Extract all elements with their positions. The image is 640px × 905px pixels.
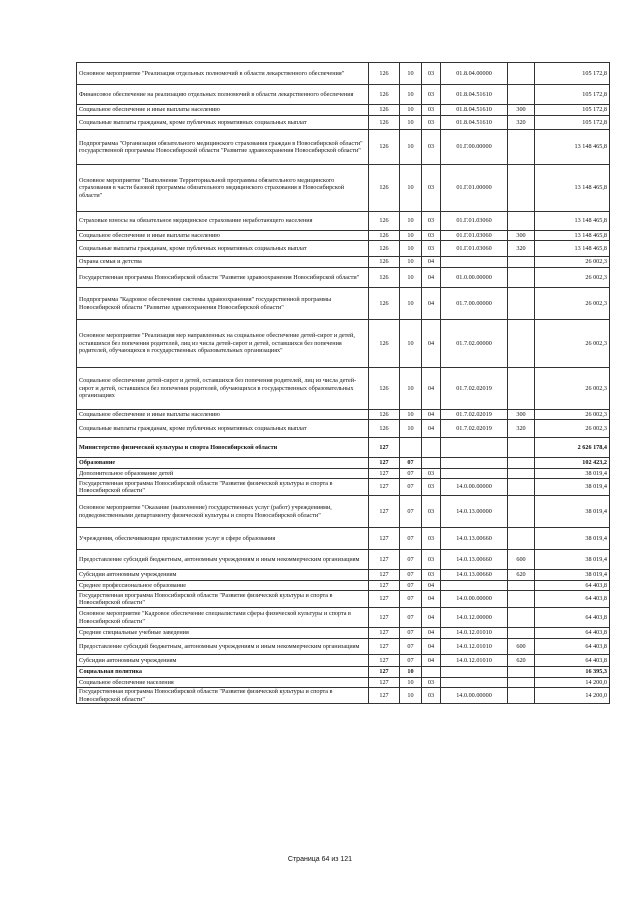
cell-rz: 07 — [400, 639, 422, 655]
cell-csr: 01.Г.00.00000 — [441, 130, 508, 165]
cell-vr: 620 — [508, 570, 535, 581]
cell-rz: 10 — [400, 410, 422, 420]
table-row — [77, 628, 610, 639]
cell-vr — [508, 628, 535, 639]
cell-ved: 126 — [369, 63, 400, 85]
cell-pr: 03 — [422, 570, 441, 581]
table-row — [77, 105, 610, 116]
table-row — [77, 608, 610, 628]
cell-vr — [508, 667, 535, 678]
cell-vr — [508, 63, 535, 85]
table-row — [77, 420, 610, 438]
cell-csr: 14.0.13.00660 — [441, 550, 508, 570]
cell-csr: 01.Г.01.03060 — [441, 231, 508, 241]
cell-rz: 10 — [400, 85, 422, 105]
cell-sum: 16 395,3 — [535, 667, 610, 678]
cell-rz: 07 — [400, 628, 422, 639]
cell-pr: 04 — [422, 639, 441, 655]
cell-pr: 03 — [422, 688, 441, 704]
cell-csr — [441, 458, 508, 469]
cell-rz — [400, 438, 422, 458]
cell-vr — [508, 608, 535, 628]
cell-vr — [508, 469, 535, 479]
cell-ved: 126 — [369, 130, 400, 165]
cell-rz: 07 — [400, 550, 422, 570]
cell-pr: 04 — [422, 410, 441, 420]
cell-name: Образование — [77, 458, 369, 469]
cell-pr: 04 — [422, 420, 441, 438]
cell-sum: 26 002,3 — [535, 420, 610, 438]
table-row — [77, 288, 610, 320]
cell-ved: 126 — [369, 268, 400, 288]
cell-csr: 01.7.02.02019 — [441, 368, 508, 410]
cell-pr: 03 — [422, 496, 441, 528]
table-row — [77, 268, 610, 288]
cell-pr — [422, 667, 441, 678]
cell-name: Государственная программа Новосибирской области "Развитие здравоохранения Новосибирской области" — [77, 268, 369, 288]
cell-name: Социальное обеспечение и иные выплаты населению — [77, 231, 369, 241]
cell-sum: 14 200,0 — [535, 678, 610, 688]
cell-name: Основное мероприятие "Кадровое обеспечение специалистами сферы физической культуры и спорта в Новосибирской области" — [77, 608, 369, 628]
cell-pr: 03 — [422, 528, 441, 550]
cell-rz: 07 — [400, 458, 422, 469]
cell-ved: 126 — [369, 241, 400, 257]
cell-rz: 10 — [400, 231, 422, 241]
cell-vr — [508, 528, 535, 550]
cell-pr: 03 — [422, 241, 441, 257]
cell-sum: 64 403,8 — [535, 591, 610, 608]
cell-vr — [508, 438, 535, 458]
cell-pr: 03 — [422, 231, 441, 241]
cell-sum: 26 002,3 — [535, 368, 610, 410]
table-row — [77, 231, 610, 241]
cell-ved: 126 — [369, 231, 400, 241]
cell-csr: 14.0.13.00000 — [441, 496, 508, 528]
cell-pr: 04 — [422, 320, 441, 368]
cell-ved: 126 — [369, 105, 400, 116]
cell-rz: 10 — [400, 212, 422, 231]
table-row — [77, 528, 610, 550]
table-row — [77, 116, 610, 130]
cell-csr: 01.7.02.02019 — [441, 420, 508, 438]
cell-csr — [441, 257, 508, 268]
cell-csr: 14.0.12.00000 — [441, 608, 508, 628]
table-row — [77, 591, 610, 608]
cell-vr — [508, 678, 535, 688]
table-row — [77, 655, 610, 667]
cell-vr — [508, 320, 535, 368]
cell-vr — [508, 212, 535, 231]
cell-csr: 01.0.00.00000 — [441, 268, 508, 288]
cell-csr: 01.7.02.02019 — [441, 410, 508, 420]
cell-name: Основное мероприятие "Реализация мер направленных на социальное обеспечение детей-сирот и детей, оставшихся без попечения родителей, лиц из числа детей-сирот и детей, оставшихся без попечения родителей, обучающихся в государственных образовательных организациях" — [77, 320, 369, 368]
cell-vr — [508, 165, 535, 212]
cell-ved: 127 — [369, 469, 400, 479]
cell-rz: 07 — [400, 496, 422, 528]
cell-sum: 38 019,4 — [535, 496, 610, 528]
cell-pr: 03 — [422, 212, 441, 231]
cell-pr — [422, 438, 441, 458]
cell-csr: 14.0.12.01010 — [441, 628, 508, 639]
cell-rz: 10 — [400, 268, 422, 288]
cell-name: Государственная программа Новосибирской области "Развитие физической культуры и спорта в Новосибирской области" — [77, 479, 369, 496]
cell-sum: 14 200,0 — [535, 688, 610, 704]
cell-rz: 07 — [400, 479, 422, 496]
table-row — [77, 496, 610, 528]
cell-sum: 26 002,3 — [535, 320, 610, 368]
cell-sum: 102 423,2 — [535, 458, 610, 469]
cell-name: Субсидии автономным учреждениям — [77, 570, 369, 581]
cell-vr — [508, 479, 535, 496]
cell-vr: 300 — [508, 231, 535, 241]
cell-ved: 127 — [369, 550, 400, 570]
cell-sum: 26 002,3 — [535, 410, 610, 420]
cell-vr: 300 — [508, 410, 535, 420]
cell-name: Подпрограмма "Кадровое обеспечение системы здравоохранения" государственной программы Новосибирской области "Развитие здравоохранения Новосибирской области" — [77, 288, 369, 320]
cell-pr: 03 — [422, 550, 441, 570]
cell-rz: 10 — [400, 667, 422, 678]
cell-pr: 04 — [422, 608, 441, 628]
cell-name: Субсидии автономным учреждениям — [77, 655, 369, 667]
cell-ved: 126 — [369, 288, 400, 320]
cell-name: Социальные выплаты гражданам, кроме публичных нормативных социальных выплат — [77, 420, 369, 438]
cell-csr: 14.0.00.00000 — [441, 591, 508, 608]
table-row — [77, 241, 610, 257]
cell-name: Основное мероприятие "Реализация отдельных полномочий в области лекарственного обеспечения" — [77, 63, 369, 85]
cell-ved: 127 — [369, 608, 400, 628]
cell-vr — [508, 458, 535, 469]
cell-pr: 03 — [422, 63, 441, 85]
cell-rz: 10 — [400, 241, 422, 257]
cell-sum: 13 148 465,8 — [535, 241, 610, 257]
budget-table — [76, 62, 610, 704]
table-row — [77, 678, 610, 688]
cell-pr — [422, 458, 441, 469]
cell-sum: 105 172,8 — [535, 105, 610, 116]
cell-sum: 64 403,8 — [535, 608, 610, 628]
cell-name: Социальная политика — [77, 667, 369, 678]
cell-sum: 64 403,8 — [535, 639, 610, 655]
cell-csr: 14.0.00.00000 — [441, 479, 508, 496]
cell-sum: 26 002,3 — [535, 268, 610, 288]
cell-csr — [441, 678, 508, 688]
cell-sum: 2 626 178,4 — [535, 438, 610, 458]
cell-sum: 38 019,4 — [535, 528, 610, 550]
cell-name: Социальное обеспечение населения — [77, 678, 369, 688]
table-row — [77, 165, 610, 212]
cell-rz: 10 — [400, 257, 422, 268]
cell-vr — [508, 130, 535, 165]
cell-name: Дополнительное образование детей — [77, 469, 369, 479]
cell-rz: 07 — [400, 469, 422, 479]
cell-vr — [508, 688, 535, 704]
cell-rz: 10 — [400, 288, 422, 320]
table-row — [77, 479, 610, 496]
cell-name: Социальное обеспечение детей-сирот и детей, оставшихся без попечения родителей, лиц из числа детей-сирот и детей, оставшихся без попечения родителей, обучающихся в государственных образовательных организациях — [77, 368, 369, 410]
cell-vr: 300 — [508, 105, 535, 116]
cell-ved: 126 — [369, 212, 400, 231]
cell-sum: 13 148 465,8 — [535, 212, 610, 231]
cell-pr: 03 — [422, 165, 441, 212]
cell-sum: 64 403,8 — [535, 655, 610, 667]
cell-ved: 127 — [369, 628, 400, 639]
cell-name: Финансовое обеспечение на реализацию отдельных полномочий в области лекарственного обеспечения — [77, 85, 369, 105]
cell-sum: 38 019,4 — [535, 550, 610, 570]
cell-csr: 01.8.04.51610 — [441, 105, 508, 116]
cell-sum: 105 172,8 — [535, 85, 610, 105]
cell-pr: 04 — [422, 655, 441, 667]
table-row — [77, 438, 610, 458]
cell-name: Социальное обеспечение и иные выплаты населению — [77, 105, 369, 116]
cell-ved: 126 — [369, 116, 400, 130]
cell-ved: 126 — [369, 257, 400, 268]
cell-ved: 127 — [369, 496, 400, 528]
cell-name: Предоставление субсидий бюджетным, автономным учреждениям и иным некоммерческим организациям — [77, 639, 369, 655]
table-row — [77, 581, 610, 591]
cell-rz: 10 — [400, 688, 422, 704]
cell-name: Предоставление субсидий бюджетным, автономным учреждениям и иным некоммерческим организациям — [77, 550, 369, 570]
cell-ved: 127 — [369, 570, 400, 581]
cell-csr: 14.0.12.01010 — [441, 655, 508, 667]
cell-name: Средние специальные учебные заведения — [77, 628, 369, 639]
cell-pr: 04 — [422, 628, 441, 639]
cell-name: Среднее профессиональное образование — [77, 581, 369, 591]
cell-rz: 10 — [400, 105, 422, 116]
cell-ved: 127 — [369, 581, 400, 591]
table-row — [77, 257, 610, 268]
cell-sum: 105 172,8 — [535, 63, 610, 85]
cell-name: Страховые взносы на обязательное медицинское страхование неработающего населения — [77, 212, 369, 231]
cell-vr: 320 — [508, 241, 535, 257]
cell-rz: 10 — [400, 116, 422, 130]
cell-csr: 01.7.02.00000 — [441, 320, 508, 368]
cell-sum: 64 403,8 — [535, 581, 610, 591]
cell-sum: 26 002,3 — [535, 288, 610, 320]
table-row — [77, 469, 610, 479]
table-row — [77, 320, 610, 368]
table-row — [77, 368, 610, 410]
cell-ved: 127 — [369, 528, 400, 550]
cell-csr: 01.8.04.00000 — [441, 63, 508, 85]
table-row — [77, 667, 610, 678]
cell-vr: 320 — [508, 116, 535, 130]
cell-pr: 03 — [422, 479, 441, 496]
cell-pr: 04 — [422, 368, 441, 410]
table-row — [77, 85, 610, 105]
cell-pr: 03 — [422, 105, 441, 116]
cell-name: Подпрограмма "Организация обязательного медицинского страхования граждан в Новосибирской области" государственной программы Новосибирской области "Развитие здравоохранения Новосибирской области" — [77, 130, 369, 165]
budget-table-body — [77, 63, 610, 704]
cell-rz: 10 — [400, 678, 422, 688]
cell-sum: 105 172,8 — [535, 116, 610, 130]
cell-name: Социальные выплаты гражданам, кроме публичных нормативных социальных выплат — [77, 116, 369, 130]
cell-ved: 127 — [369, 591, 400, 608]
table-row — [77, 570, 610, 581]
cell-csr — [441, 438, 508, 458]
table-row — [77, 63, 610, 85]
cell-pr: 03 — [422, 85, 441, 105]
cell-name: Охрана семьи и детства — [77, 257, 369, 268]
cell-vr: 600 — [508, 550, 535, 570]
cell-vr: 320 — [508, 420, 535, 438]
cell-name: Государственная программа Новосибирской области "Развитие физической культуры и спорта в Новосибирской области" — [77, 591, 369, 608]
cell-pr: 03 — [422, 130, 441, 165]
cell-pr: 04 — [422, 581, 441, 591]
cell-ved: 127 — [369, 438, 400, 458]
cell-ved: 127 — [369, 458, 400, 469]
cell-rz: 07 — [400, 581, 422, 591]
cell-ved: 126 — [369, 420, 400, 438]
cell-pr: 03 — [422, 116, 441, 130]
page-footer: Страница 64 из 121 — [287, 856, 353, 863]
table-row — [77, 410, 610, 420]
cell-ved: 126 — [369, 165, 400, 212]
cell-ved: 127 — [369, 639, 400, 655]
cell-vr — [508, 496, 535, 528]
cell-ved: 127 — [369, 479, 400, 496]
cell-sum: 38 019,4 — [535, 570, 610, 581]
cell-vr — [508, 368, 535, 410]
cell-sum: 13 148 465,8 — [535, 231, 610, 241]
cell-rz: 07 — [400, 608, 422, 628]
table-row — [77, 550, 610, 570]
cell-rz: 07 — [400, 591, 422, 608]
cell-name: Социальное обеспечение и иные выплаты населению — [77, 410, 369, 420]
cell-csr — [441, 469, 508, 479]
cell-ved: 127 — [369, 678, 400, 688]
cell-pr: 04 — [422, 257, 441, 268]
cell-pr: 04 — [422, 268, 441, 288]
cell-rz: 07 — [400, 528, 422, 550]
cell-csr: 14.0.00.00000 — [441, 688, 508, 704]
table-row — [77, 458, 610, 469]
cell-name: Министерство физической культуры и спорта Новосибирской области — [77, 438, 369, 458]
cell-name: Государственная программа Новосибирской области "Развитие физической культуры и спорта в Новосибирской области" — [77, 688, 369, 704]
cell-rz: 10 — [400, 63, 422, 85]
cell-csr: 01.8.04.51610 — [441, 116, 508, 130]
cell-name: Основное мероприятие "Оказание (выполнение) государственных услуг (работ) учреждениями, подведомственными департаменту физической культуры и спорта Новосибирской области" — [77, 496, 369, 528]
cell-name: Основное мероприятие "Выполнение Территориальной программы обязательного медицинского страхования в части базовой программы обязательного медицинского страхования в Новосибирской области" — [77, 165, 369, 212]
cell-pr: 04 — [422, 591, 441, 608]
table-row — [77, 688, 610, 704]
cell-vr — [508, 591, 535, 608]
cell-vr: 620 — [508, 655, 535, 667]
cell-ved: 127 — [369, 667, 400, 678]
cell-ved: 127 — [369, 688, 400, 704]
cell-rz: 07 — [400, 655, 422, 667]
cell-csr — [441, 581, 508, 591]
cell-sum: 13 148 465,8 — [535, 165, 610, 212]
cell-sum: 64 403,8 — [535, 628, 610, 639]
cell-csr: 01.Г.01.00000 — [441, 165, 508, 212]
cell-rz: 10 — [400, 130, 422, 165]
cell-vr — [508, 268, 535, 288]
cell-csr — [441, 667, 508, 678]
cell-ved: 127 — [369, 655, 400, 667]
cell-vr — [508, 581, 535, 591]
cell-ved: 126 — [369, 85, 400, 105]
cell-sum: 13 148 465,8 — [535, 130, 610, 165]
cell-sum: 38 019,4 — [535, 479, 610, 496]
cell-csr: 01.7.00.00000 — [441, 288, 508, 320]
cell-csr: 01.8.04.51610 — [441, 85, 508, 105]
cell-csr: 14.0.13.00660 — [441, 570, 508, 581]
cell-name: Социальные выплаты гражданам, кроме публичных нормативных социальных выплат — [77, 241, 369, 257]
cell-rz: 10 — [400, 368, 422, 410]
cell-name: Учреждения, обеспечивающие предоставление услуг в сфере образования — [77, 528, 369, 550]
cell-pr: 03 — [422, 469, 441, 479]
cell-csr: 14.0.12.01010 — [441, 639, 508, 655]
cell-rz: 10 — [400, 165, 422, 212]
cell-rz: 10 — [400, 420, 422, 438]
cell-pr: 04 — [422, 288, 441, 320]
table-row — [77, 130, 610, 165]
cell-pr: 03 — [422, 678, 441, 688]
cell-csr: 01.Г.01.03060 — [441, 212, 508, 231]
table-row — [77, 212, 610, 231]
cell-ved: 126 — [369, 320, 400, 368]
cell-vr — [508, 257, 535, 268]
cell-vr: 600 — [508, 639, 535, 655]
cell-ved: 126 — [369, 368, 400, 410]
table-row — [77, 639, 610, 655]
cell-ved: 126 — [369, 410, 400, 420]
cell-rz: 10 — [400, 320, 422, 368]
cell-vr — [508, 288, 535, 320]
cell-csr: 14.0.13.00660 — [441, 528, 508, 550]
cell-rz: 07 — [400, 570, 422, 581]
cell-csr: 01.Г.01.03060 — [441, 241, 508, 257]
cell-vr — [508, 85, 535, 105]
cell-sum: 38 019,4 — [535, 469, 610, 479]
cell-sum: 26 002,3 — [535, 257, 610, 268]
